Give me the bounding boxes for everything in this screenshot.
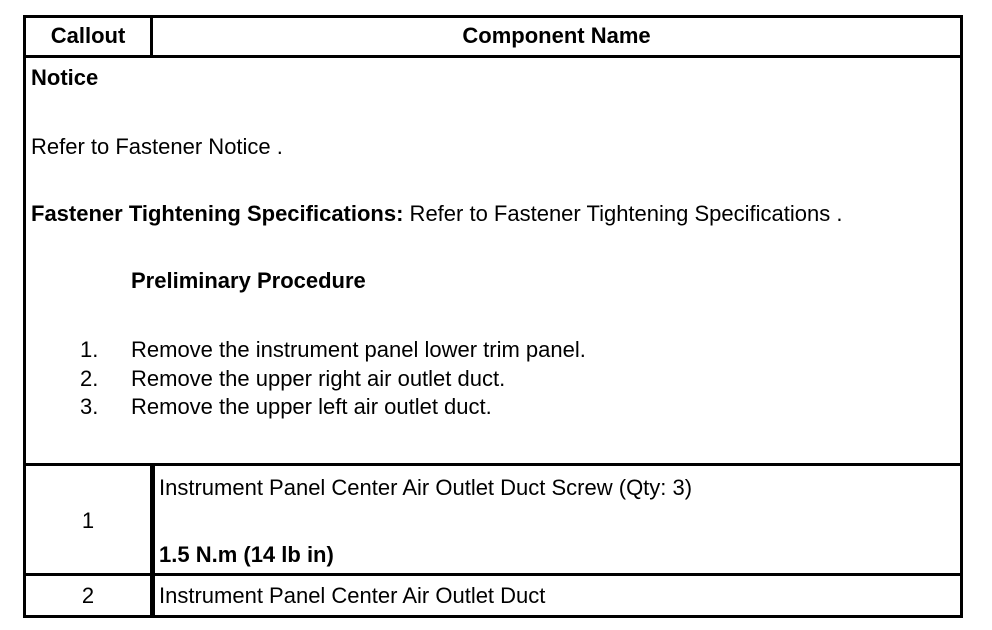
border-right <box>960 15 963 618</box>
row1-callout: 1 <box>81 508 95 533</box>
tightening-spec-text: Refer to Fastener Tightening Specifications . <box>403 201 843 226</box>
rows-col-divider-inner <box>153 463 155 618</box>
component-table <box>23 15 963 618</box>
notice-title: Notice <box>31 65 99 90</box>
step-text: Remove the instrument panel lower trim panel. <box>131 337 586 362</box>
border-bottom <box>23 615 963 618</box>
tightening-spec-line <box>31 201 842 227</box>
step-number: 1. <box>80 337 99 362</box>
step-number: 2. <box>80 366 99 391</box>
row2-component-name: Instrument Panel Center Air Outlet Duct <box>159 583 546 608</box>
header-callout: Callout <box>50 23 126 48</box>
step-text: Remove the upper right air outlet duct. <box>131 366 506 391</box>
preliminary-title: Preliminary Procedure <box>131 268 366 293</box>
step-number: 3. <box>80 394 99 419</box>
tightening-spec-label: Fastener Tightening Specifications: <box>31 201 404 226</box>
row1-component-name: Instrument Panel Center Air Outlet Duct Screw (Qty: 3) <box>159 475 693 500</box>
row1-divider <box>23 573 963 576</box>
notice-refer-text: Refer to Fastener Notice . <box>31 134 283 159</box>
header-component-name: Component Name <box>462 23 651 48</box>
header-divider <box>23 55 963 58</box>
step-text: Remove the upper left air outlet duct. <box>131 394 492 419</box>
border-top <box>23 15 963 18</box>
notice-divider <box>23 463 963 466</box>
row2-callout: 2 <box>81 583 95 608</box>
row1-torque: 1.5 N.m (14 lb in) <box>159 542 334 567</box>
